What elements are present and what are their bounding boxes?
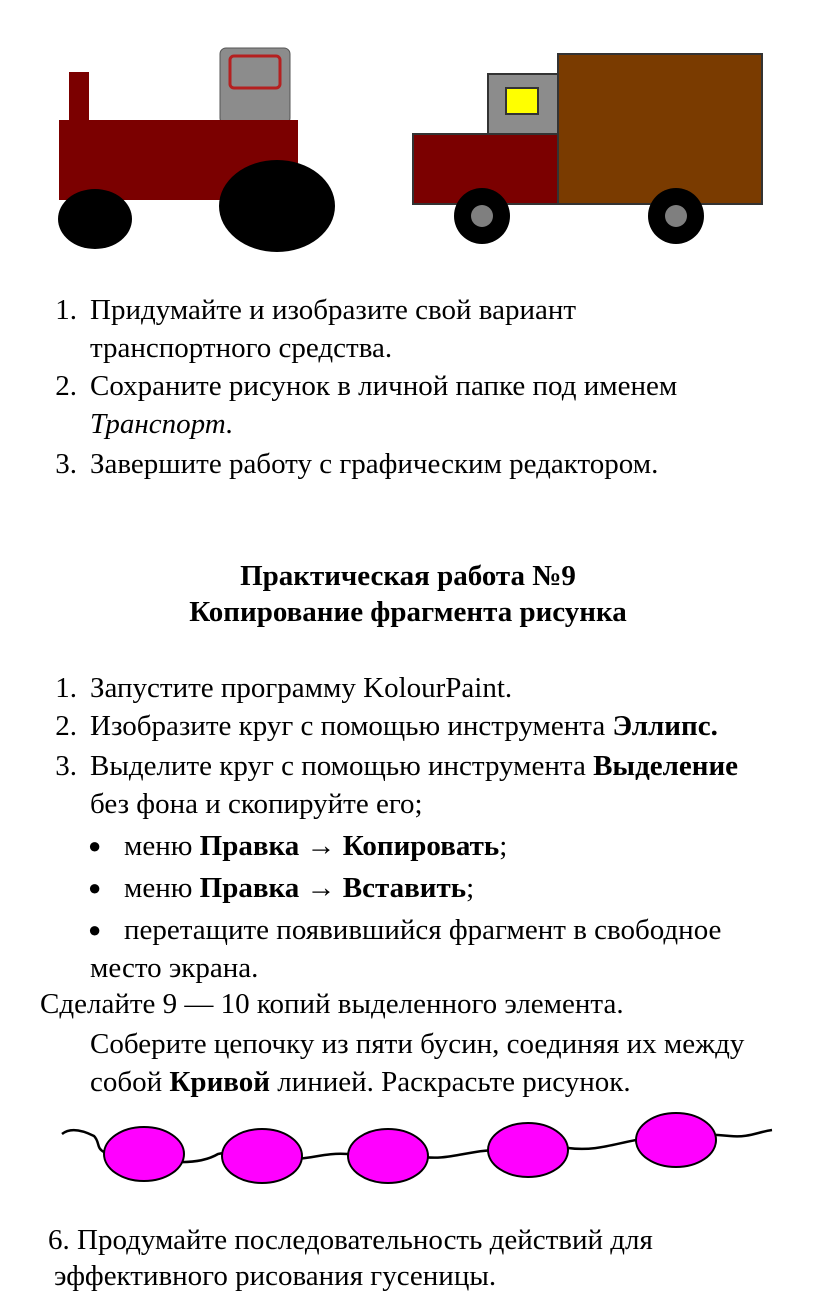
bead-chain-illustration: [58, 1112, 778, 1190]
list-number: 3.: [55, 448, 77, 480]
truck-illustration: [410, 48, 770, 248]
bullet-icon: ●: [88, 833, 102, 858]
step-text: [90, 749, 738, 783]
step-plain-text: линией. Раскрасьте рисунок.: [269, 1066, 631, 1098]
command-name: Вставить: [342, 872, 467, 904]
step-plain-text: собой: [90, 1066, 170, 1098]
list-item-text: Сохраните рисунок в личной папке под именем: [90, 370, 678, 402]
punctuation: ;: [466, 872, 475, 904]
step-plain-text: Изобразите круг с помощью инструмента: [90, 710, 613, 742]
punctuation: ;: [499, 830, 508, 862]
bead: [222, 1129, 302, 1183]
bullet-plain-text: меню: [124, 872, 200, 904]
list-number: 1.: [55, 294, 77, 326]
list-number: 2.: [55, 710, 77, 742]
tractor-big-wheel: [219, 160, 335, 252]
tractor-exhaust-pipe: [69, 72, 89, 124]
list-item-italic: Транспорт.: [90, 408, 234, 440]
step-text: Сделайте 9 — 10 копий выделенного элемента.: [40, 988, 624, 1020]
list-number: 3.: [55, 750, 77, 782]
list-item-text: Завершите работу с графическим редактором.: [90, 448, 659, 480]
step-text: [90, 1065, 631, 1099]
bullet-icon: ●: [88, 917, 102, 942]
list-item-text: Придумайте и изобразите свой вариант: [90, 294, 577, 326]
practice-title: Практическая работа №9: [240, 560, 576, 592]
bead: [104, 1127, 184, 1181]
bullet-text: [124, 871, 474, 905]
step-text: Соберите цепочку из пяти бусин, соединяя их между: [90, 1028, 745, 1060]
bullet-text: перетащите появившийся фрагмент в свободное: [124, 914, 722, 946]
bullet-icon: ●: [88, 875, 102, 900]
step-text: эффективного рисования гусеницы.: [54, 1260, 497, 1292]
tool-name-selection: Выделение: [593, 750, 739, 782]
practice-subtitle: Копирование фрагмента рисунка: [189, 596, 627, 628]
step-plain-text: Выделите круг с помощью инструмента: [90, 750, 594, 782]
step-text: Запустите программу KolourPaint.: [90, 672, 513, 704]
tractor-illustration: [50, 40, 350, 260]
bullet-plain-text: меню: [124, 830, 200, 862]
command-name: Копировать: [342, 830, 500, 862]
bead: [488, 1123, 568, 1177]
list-number: 1.: [55, 672, 77, 704]
tool-name-curve: Кривой: [169, 1066, 270, 1098]
menu-name: Правка: [199, 872, 300, 904]
arrow-symbol: →: [299, 872, 343, 904]
bullet-text: [124, 829, 507, 863]
truck-cargo: [558, 54, 762, 204]
list-item-text: транспортного средства.: [90, 332, 393, 364]
truck-rear-wheel-hub: [665, 205, 687, 227]
tractor-small-wheel: [58, 189, 132, 249]
list-number: 2.: [55, 370, 77, 402]
truck-window: [506, 88, 538, 114]
bullet-text: место экрана.: [90, 952, 259, 984]
step-text: 6. Продумайте последовательность действий для: [48, 1224, 653, 1256]
tool-name-ellipse: Эллипс.: [612, 710, 718, 742]
arrow-symbol: →: [299, 830, 343, 862]
menu-name: Правка: [199, 830, 300, 862]
bead: [348, 1129, 428, 1183]
step-text: без фона и скопируйте его;: [90, 788, 423, 820]
truck-front-wheel-hub: [471, 205, 493, 227]
step-text: [90, 709, 718, 743]
bead: [636, 1113, 716, 1167]
